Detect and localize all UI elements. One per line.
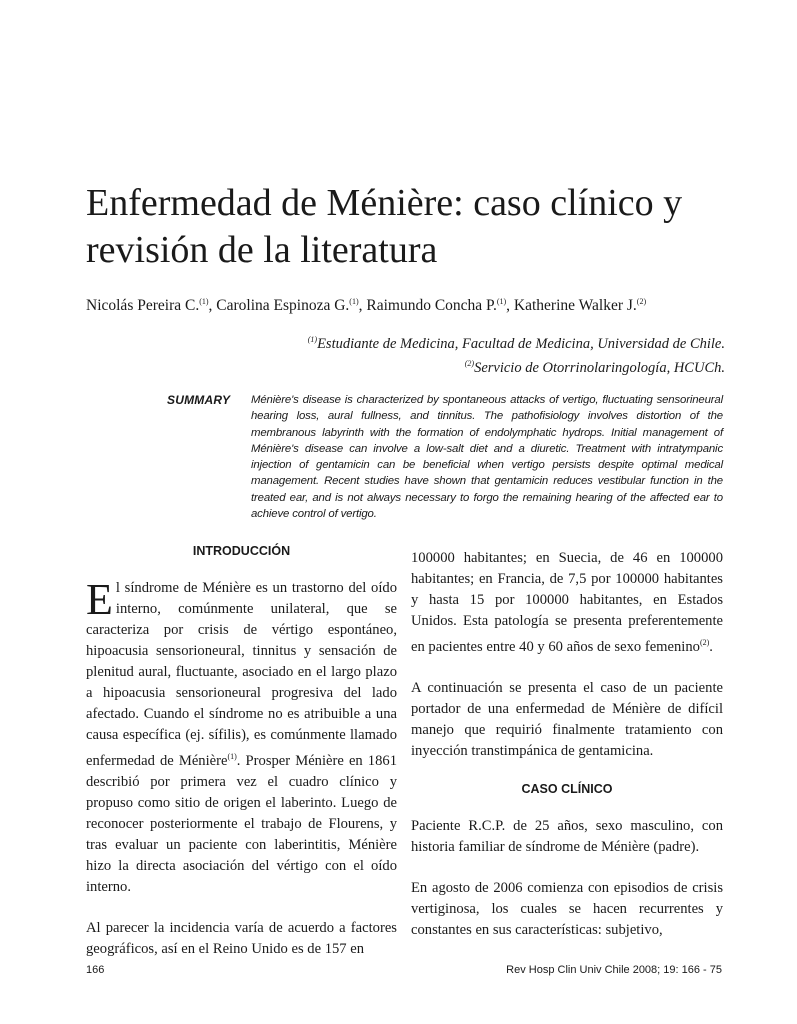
affiliations: [308, 330, 725, 378]
page-number: 166: [86, 964, 105, 976]
drop-cap: E: [86, 575, 113, 624]
affiliation-line: [308, 354, 725, 378]
author-name: Katherine Walker J.: [513, 297, 637, 315]
author-name: Carolina Espinoza G.: [216, 297, 350, 315]
right-column: [411, 548, 723, 941]
intro-paragraph-2: Al parecer la incidencia varía de acuerdo a factores geográficos, así en el Reino Unido es de 157 en: [86, 919, 397, 957]
affiliation-text: Servicio de Otorrinolaringología, HCUCh.: [474, 359, 725, 376]
intro-paragraph-4: A continuación se presenta el caso de un paciente portador de una enfermedad de Ménière de difícil manejo que requirió finalmente tratamiento con inyección transtimpánica de gentamicina.: [411, 679, 723, 759]
intro-paragraph-3-end: .: [709, 638, 713, 655]
author-ref: (2): [636, 297, 647, 306]
author-list: Nicolás Pereira C.$^{(1)}$, Carolina Espinoza G.$^{(1)}$, Raimundo Concha P.$^{(1)}$, Katherine Walker J.$^{(2)}$: [86, 297, 647, 315]
author-name: Nicolás Pereira C.: [86, 297, 200, 315]
case-paragraph-2: En agosto de 2006 comienza con episodios de crisis vertiginosa, los cuales se hacen recurrentes y constantes en sus características: subjetivo,: [411, 879, 723, 938]
author-name: Raimundo Concha P.: [366, 297, 497, 315]
summary-label: SUMMARY: [167, 393, 231, 407]
intro-paragraph-1-end: . Prosper Ménière en 1861 describió por primera vez el cuadro clínico y propuso como sitio de origen el laberinto. Luego de reconocer posteriormente el trabajo de Flourens, y tras evaluar un paciente con laberintitis, Ménière hizo la directa asociación del vértigo con el oído interno.: [86, 752, 397, 895]
intro-paragraph-1: [86, 575, 397, 898]
section-heading-caso-clinico: CASO CLÍNICO: [521, 781, 613, 796]
article-title: Enfermedad de Ménière: caso clínico y revisión de la literatura: [86, 182, 683, 271]
left-column: [86, 544, 397, 960]
summary-text: Ménière's disease is characterized by spontaneous attacks of vertigo, fluctuating sensorineural hearing loss, aural fullness, and tinnitus. The pathofisiology involves distortion of the membranous labyrinth with the formation of endolymphatic hydrops. Initial management of Ménière's disease can involve a low-salt diet and a diuretic. Treatment with intratympanic injection of gentamicin can be beneficial when vertigo persists despite optimal medical management. Recent studies have shown that gentamicin reduces vestibular function in the treated ear, and is not always necessary to forgo the remaining hearing of the affected ear to achieve control of vertigo.: [251, 394, 723, 521]
citation-ref: (2): [699, 638, 710, 647]
section-heading-introduccion: INTRODUCCIÓN: [192, 544, 291, 558]
author-ref: (1): [199, 297, 209, 306]
author-ref: (1): [496, 297, 507, 306]
author-ref: (1): [349, 297, 359, 306]
intro-paragraph-3-text: 100000 habitantes; en Suecia, de 46 en 100000 habitantes; en Francia, de 7,5 por 100000 habitantes y hasta 15 por 100000 habitantes, en Estados Unidos. Esta patología se presenta preferentemente en pacientes entre 40 y 60 años de sexo femenino: [411, 550, 723, 655]
affiliation-text: Estudiante de Medicina, Facultad de Medicina, Universidad de Chile.: [317, 335, 725, 352]
citation-ref: (1): [227, 752, 237, 761]
affiliation-ref: (2): [464, 358, 475, 368]
intro-paragraph-1-text: l síndrome de Ménière es un trastorno del oído interno, comúnmente unilateral, que se caracteriza por crisis de vértigo espontáneo, hipoacusia sensorioneural, tinnitus y sensación de plenitud aural, fluctuante, asociado en el largo plazo a hipoacusia sensorioneural progresiva del lado afectado. Cuando el síndrome no es atribuible a una causa específica (ej. sífilis), es comúnmente llamado enfermedad de Ménière: [86, 580, 397, 769]
affiliation-ref: (1): [307, 335, 318, 344]
case-paragraph-1: Paciente R.C.P. de 25 años, sexo masculino, con historia familiar de síndrome de Ménière (padre).: [411, 817, 723, 855]
intro-paragraph-3: [411, 548, 723, 658]
affiliation-line: [308, 330, 725, 354]
journal-citation: Rev Hosp Clin Univ Chile 2008; 19: 166 - 75: [506, 964, 722, 976]
